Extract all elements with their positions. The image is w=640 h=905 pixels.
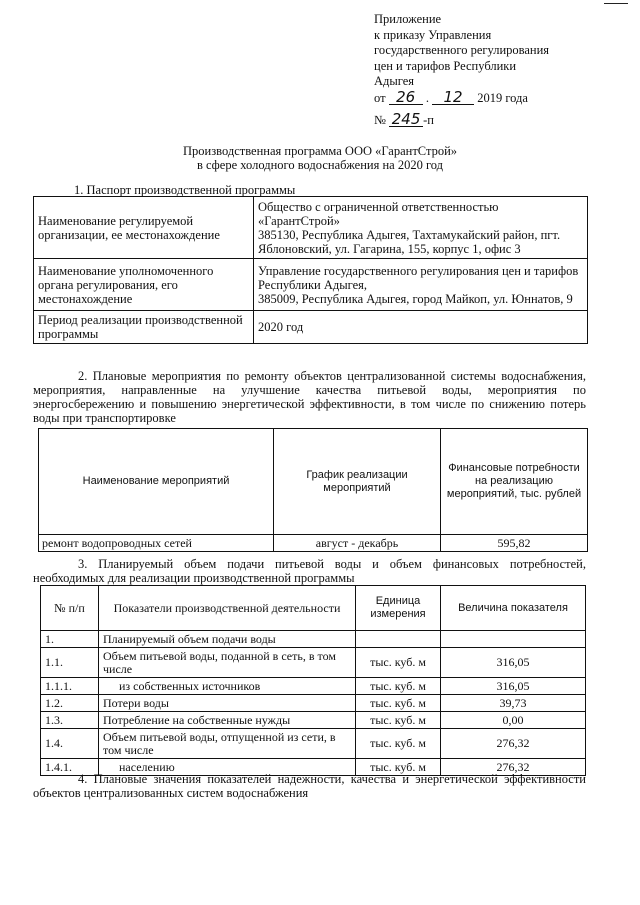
date-prefix: от	[374, 90, 386, 105]
title-line: в сфере холодного водоснабжения на 2020 год	[196, 158, 444, 172]
row-indicator: Объем питьевой воды, отпущенной из сети, в том числе	[99, 729, 356, 759]
table-row	[41, 678, 586, 695]
appendix-block	[374, 12, 549, 128]
table-row	[39, 535, 588, 552]
number-prefix: №	[374, 112, 386, 127]
row-value	[441, 631, 586, 648]
column-header: № п/п	[41, 586, 99, 631]
section-1-heading: 1. Паспорт производственной программы	[74, 183, 296, 197]
table-row	[41, 712, 586, 729]
table-row	[34, 197, 588, 259]
row-indicator: населению	[99, 759, 356, 776]
row-indicator: Потребление на собственные нужды	[99, 712, 356, 729]
row-number: 1.2.	[41, 695, 99, 712]
row-number: 1.3.	[41, 712, 99, 729]
row-number: 1.	[41, 631, 99, 648]
passport-label: Наименование уполномоченного органа регулирования, его местонахождение	[34, 259, 254, 311]
section-4-heading: 4. Плановые значения показателей надежности, качества и энергетической эффективности объектов централизованных систем водоснабжения	[33, 772, 586, 800]
date-dot: .	[425, 90, 429, 105]
column-header: Показатели производственной деятельности	[99, 586, 356, 631]
column-header: График реализации мероприятий	[274, 429, 441, 535]
row-value: 39,73	[441, 695, 586, 712]
appendix-line: государственного регулирования	[374, 43, 550, 58]
row-indicator: Объем питьевой воды, поданной в сеть, в том числе	[99, 648, 356, 678]
row-unit: тыс. куб. м	[356, 695, 441, 712]
row-number: 1.1.1.	[41, 678, 99, 695]
column-header: Величина показателя	[441, 586, 586, 631]
passport-value	[254, 311, 588, 344]
row-unit: тыс. куб. м	[356, 648, 441, 678]
appendix-line: Приложение	[374, 12, 442, 26]
event-schedule: август - декабрь	[274, 535, 441, 552]
appendix-line: Адыгея	[374, 74, 415, 89]
row-value: 276,32	[441, 759, 586, 776]
number-suffix: -п	[423, 112, 434, 127]
row-unit: тыс. куб. м	[356, 712, 441, 729]
row-unit: тыс. куб. м	[356, 729, 441, 759]
row-unit	[356, 631, 441, 648]
appendix-line: к приказу Управления	[374, 27, 492, 42]
events-table	[38, 428, 588, 552]
column-header: Единица измерения	[356, 586, 441, 631]
row-unit: тыс. куб. м	[356, 759, 441, 776]
row-value: 316,05	[441, 678, 586, 695]
page-top-rule	[604, 3, 628, 4]
value-line: Общество с ограниченной ответственностью «ГарантСтрой»	[258, 199, 499, 228]
row-indicator: из собственных источников	[99, 678, 356, 695]
row-value: 316,05	[441, 648, 586, 678]
table-row	[41, 648, 586, 678]
passport-label: Наименование регулируемой организации, ее местонахождение	[34, 197, 254, 259]
table-row	[34, 259, 588, 311]
table-row	[34, 311, 588, 344]
section-2-heading: 2. Плановые мероприятия по ремонту объектов централизованной системы водоснабжения, мероприятия, направленные на улучшение качества питьевой воды, мероприятия по энергосбережению и повышению энергетической эффективности, в том числе по снижению потерь воды при транспортировке	[33, 369, 586, 425]
row-value: 276,32	[441, 729, 586, 759]
table-row	[41, 695, 586, 712]
indicators-table	[40, 585, 586, 776]
row-unit: тыс. куб. м	[356, 678, 441, 695]
value-line: Управление государственного регулирования цен и тарифов Республики Адыгея,	[258, 263, 579, 292]
passport-label: Период реализации производственной программы	[34, 311, 254, 344]
value-line: 2020 год	[258, 320, 304, 334]
passport-table	[33, 196, 588, 344]
passport-value	[254, 259, 588, 311]
number-handwritten: 245	[389, 112, 423, 127]
title-line: Производственная программа ООО «ГарантСтрой»	[182, 144, 458, 158]
row-number: 1.4.1.	[41, 759, 99, 776]
event-cost: 595,82	[441, 535, 588, 552]
column-header: Наименование мероприятий	[39, 429, 274, 535]
date-day-handwritten: 26	[389, 90, 423, 105]
row-indicator: Потери воды	[99, 695, 356, 712]
event-name: ремонт водопроводных сетей	[39, 535, 274, 552]
order-date	[374, 87, 549, 107]
value-line: 385009, Республика Адыгея, город Майкоп, ул. Юннатов, 9	[258, 291, 573, 306]
row-number: 1.1.	[41, 648, 99, 678]
table-header-row	[41, 586, 586, 631]
row-indicator: Планируемый объем подачи воды	[99, 631, 356, 648]
table-row	[41, 729, 586, 759]
date-year: 2019 года	[477, 90, 528, 105]
date-month-handwritten: 12	[432, 90, 474, 105]
row-value: 0,00	[441, 712, 586, 729]
column-header: Финансовые потребности на реализацию мероприятий, тыс. рублей	[441, 429, 588, 535]
section-3-heading: 3. Планируемый объем подачи питьевой воды и объем финансовых потребностей, необходимых для реализации производственной программы	[33, 557, 586, 585]
document-title	[0, 144, 640, 172]
table-row	[41, 631, 586, 648]
table-header-row	[39, 429, 588, 535]
value-line: 385130, Республика Адыгея, Тахтамукайский район, пгт. Яблоновский, ул. Гагарина, 155, корпус 1, офис 3	[258, 227, 561, 256]
order-number	[374, 109, 549, 129]
appendix-line: цен и тарифов Республики	[374, 58, 517, 73]
row-number: 1.4.	[41, 729, 99, 759]
passport-value	[254, 197, 588, 259]
